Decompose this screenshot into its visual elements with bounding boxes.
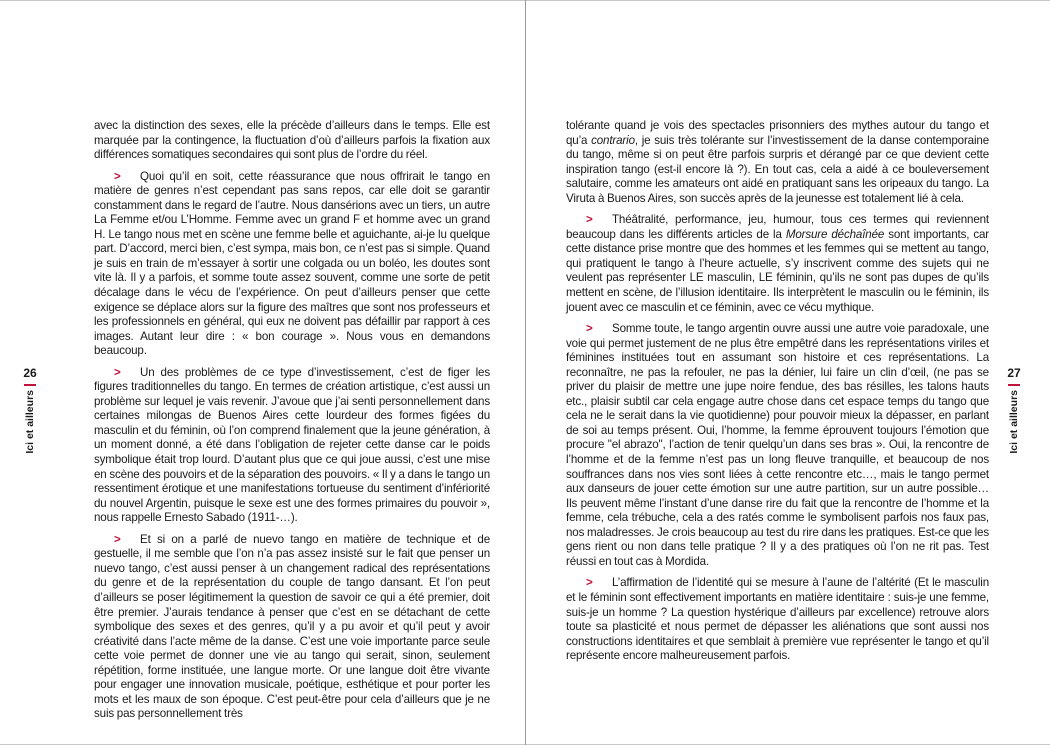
paragraph-text: Un des problèmes de ce type d’investissement, c’est de figer les figures traditionnelles du tango. En termes de création artistique, c’est aussi un problème sur lequel je vais revenir. J’avoue que j’ai senti personnellement dans certaines milongas de Buenos Aires cette lourdeur des formes figées du masculin et du féminin, où l’on comprend finalement que la jeune génération, à un moment donné, a été dans l’obligation de rejeter cette danse car le poids symbolique était trop lourd. D’autant plus que ce qui joue aussi, c’est une mise en scène des pouvoirs et de la séparation des pouvoirs. « Il y a dans le tango un ressentiment érotique et une manifestations tortueuse du sentiment d’infériorité du nouvel Argentin, puisque le sexe est une des formes primaires du pouvoir », nous rappelle Ernesto Sabado (1911-…). — [94, 365, 490, 525]
paragraph-marker: > — [586, 322, 593, 336]
right-page — [526, 0, 1050, 745]
paragraph — [94, 533, 490, 722]
paragraph-text: Quoi qu’il en soit, cette réassurance que nous offrirait le tango en matière de genres n’est cependant pas sans repos, car elle doit se garantir constamment dans le regard de l’autre. Nous dansérions avec un tiers, un autre La Femme et/ou L’Homme. Femme avec un grand F et homme avec un grand H. Le tango nous met en scène une femme belle et aguichante, ai-je lu quelque part. D’accord, merci bien, c’est sympa, mais bon, ce n’est pas si simple. Quand je suis en train de m’essayer à sortir une colgada ou un boléo, les doutes sont vite là. Il y a parfois, et somme toute assez souvent, comme une sorte de petit décalage dans le vécu de l’expérience. On peut d’ailleurs penser que cette exigence se déplace alors sur la figure des maîtres que sont nos professeurs et les professionnels en général, qui eux ne doivent pas défaillir par rapport à ces images. Autant leur dire : « bon courage ». Nous vous en demandons beaucoup. — [94, 169, 490, 358]
paragraph — [566, 119, 989, 206]
paragraph-text: , je suis très tolérante sur l’investissement de la danse contemporaine du tango, même si on peut être parfois surpris et dérangé par ce que devient cette inspiration tango (est-il encore là ?). En tout cas, cela a aidé à ce bouleversement salutaire, comme les amateurs ont aidé en pratiquant sans les oripeaux du tango. La Viruta à Buenos Aires, son succès après de la jeunesse est totalement lié à cela. — [566, 133, 989, 205]
running-title: Ici et ailleurs — [24, 390, 36, 454]
paragraph-text: L’affirmation de l’identité qui se mesure à l’aune de l’altérité (Et le masculin et le féminin sont effectivement importants en matière identitaire : suis-je une femme, suis-je un homme ? La question hystérique d’ailleurs par excellence) retrouve alors toute sa plasticité et nous permet de dépasser les aliénations que sont aussi nos constructions identitaires et que semblait à première vue représenter le tango et qu’il représente encore malheureusement parfois. — [566, 576, 989, 663]
paragraph-marker: > — [586, 213, 593, 227]
paragraph-text: Théâtralité, performance, jeu, humour, tous ces termes qui reviennent beaucoup dans les différents articles de la — [566, 213, 989, 241]
paragraph-text: Et si on a parlé de nuevo tango en matière de technique et de gestuelle, il me semble que l’on n’a pas assez insisté sur le fait que penser un nuevo tango, c’est aussi penser à un changement radical des représentations du genre et de la représentation du couple de tango dansant. Et l’on peut d’ailleurs se poser légitimement la question de savoir ce qui a été premier, doit être premier. J’aurais tendance à penser que c’est en se détachant de cette symbolique des sexes et des genres, qu’il y a pu avoir et qu’il peut y avoir créativité dans l’acte même de la danse. C’est une voie importante parce seule cette voie permet de donner une vie au tango qui serait, sinon, seulement répétition, forme instituée, une langue morte. Or une langue doit être vivante pour engager une innovation musicale, poétique, esthétique et pour porter les mots et les maux de son époque. C’est peut-être pour cela d’ailleurs que je ne suis pas personnellement très — [94, 532, 490, 721]
paragraph-text: sont importants, car cette distance prise montre que des hommes et les femmes qui se mettent au tango, qui pratiquent le tango à l’heure actuelle, s’y inscrivent comme des sujets qui ne veulent pas représenter LE masculin, LE féminin, qu’ils ne sont pas dupes de qu’ils mettent en scène, de l’illusion identitaire. Ils interprètent le masculin ou le féminin, ils jouent avec ce masculin et ce féminin, avec ce vécu mythique. — [566, 227, 989, 314]
paragraph — [566, 213, 989, 315]
paragraph-marker: > — [114, 169, 121, 183]
paragraph — [94, 366, 490, 526]
paragraph: avec la distinction des sexes, elle la précède d’ailleurs dans le temps. Elle est marquée par la contingence, la fluctuation d’où d’ailleurs parfois la fixation aux différences somatiques secondaires qui sont plus de l’ordre du réel. — [94, 119, 490, 162]
paragraph — [94, 170, 490, 359]
paragraph-text: Somme toute, le tango argentin ouvre aussi une autre voie paradoxale, une voie qui permet justement de ne plus être empêtré dans les représentations viriles et féminines instituées tout en assumant son histoire et ces représentations. La reconnaître, ne pas la refouler, ne pas la dénier, lui faire un clin d’œil, (ne pas se priver du plaisir de mettre une jupe noire fendue, des bas résilles, les talons hauts etc., plaisir subtil car cela engage autre chose dans cet espace temps du tango que cela ne le serait dans la vie quotidienne) pour pouvoir mieux la dépasser, en parlant de soi au temps présent. Oui, l’homme, la femme éprouvent toujours l’émotion que procure "el abrazo", l’action de tenir quelqu’un dans ses bras ». Oui, la rencontre de l’homme et de la femme n’est pas un long fleuve tranquille, et beaucoup de nos souffrances dans nos vies sont liées à cette rencontre etc…, mais le tango permet aux danseurs de jouer cette émotion sur une autre partition, sur un autre possible… Ils peuvent même l’instant d’une danse rire du fait que la rencontre de l’homme et la femme, cela trébuche, cela a des ratés comme le symbolisent parfois nos faux pas, nos maladresses. Je crois beaucoup au test du rire dans les pratiques. Est-ce que les gens rient ou non dans telle pratique ? Il y a des pratiques où l’on ne rit pas. Test réussi en tout cas à Mordida. — [566, 322, 989, 568]
page-number: 26 — [23, 366, 37, 380]
folio-rule — [1008, 384, 1020, 386]
right-text-column — [566, 119, 989, 671]
paragraph-marker: > — [114, 365, 121, 379]
running-title: Ici et ailleurs — [1008, 390, 1020, 454]
paragraph-marker: > — [114, 532, 121, 546]
paragraph-text: tolérante quand je vois des spectacles prisonniers des mythes autour du tango et qu’a — [566, 119, 989, 147]
left-text-column — [94, 119, 490, 729]
left-folio — [20, 366, 40, 454]
italic-text: Morsure déchaînée — [785, 227, 885, 241]
paragraph-marker: > — [586, 576, 593, 590]
page-number: 27 — [1007, 366, 1021, 380]
paragraph — [566, 576, 989, 663]
folio-rule — [24, 384, 36, 386]
italic-text: contrario — [591, 133, 635, 147]
paragraph — [566, 322, 989, 569]
right-folio — [1004, 366, 1024, 454]
